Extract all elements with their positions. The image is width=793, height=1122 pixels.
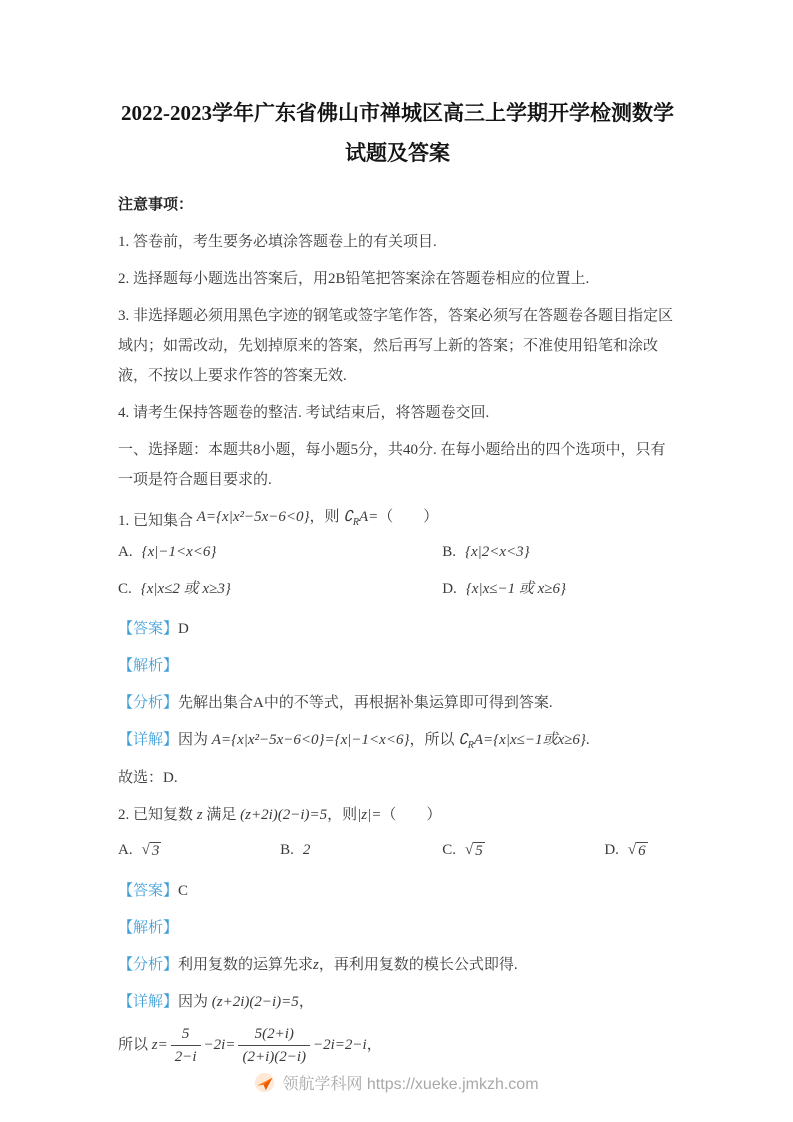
q1-analysis: 【分析】先解出集合A中的不等式，再根据补集运算即可得到答案. — [118, 694, 553, 711]
q1-option-a: A. {x|−1<x<6} — [118, 543, 217, 560]
note-item-2: 2. 选择题每小题选出答案后，用2B铅笔把答案涂在答题卷相应的位置上. — [118, 270, 590, 287]
q2-option-d: D. √ 6 — [604, 841, 646, 859]
q1-analysis-label: 【分析】 — [118, 694, 179, 711]
q2-answer-value: C — [178, 882, 189, 899]
sqrt-expression: √ 6 — [627, 841, 646, 859]
q1-options — [118, 544, 677, 598]
q2-detail-line1: 【详解】因为 (z+2i)(2−i)=5， — [118, 993, 314, 1010]
footer-site-link[interactable]: 领航学科网 https://xueke.jmkzh.com — [282, 1076, 539, 1093]
q1-detail-label: 【详解】 — [118, 731, 179, 748]
q1-answer — [118, 614, 677, 644]
q2-explain-heading: 【解析】 — [118, 919, 179, 936]
fraction: $\frac{5(2+i)}{(2+i)(2-i)}$ — [238, 1024, 310, 1068]
note-item-3: 3. 非选择题必须用黑色字迹的钢笔或签字笔作答，答案必须写在答题卷各题目指定区域内；如需改动，先划掉原来的答案，然后再写上新的答案；不准使用铅笔和涂改液，不按以上要求作答的答案无效. — [118, 307, 674, 384]
site-footer — [0, 1071, 793, 1094]
q1-answer-label: 【答案】 — [118, 620, 179, 637]
q2-option-a: A. √ 3 — [118, 841, 160, 859]
q2-analysis: 【分析】利用复数的运算先求z，再利用复数的模长公式即得. — [118, 956, 518, 973]
notes-heading: 注意事项： — [118, 196, 194, 213]
q1-detail: 【详解】因为 A={x|x²−5x−6<0}={x|−1<x<6}，所以 $∁_RA=\{x|x\le-1$或x≥6}. — [118, 731, 590, 751]
q1-stem — [118, 502, 677, 536]
q2-option-b: B. 2 — [280, 841, 311, 858]
fraction: $\frac{5}{2-i}$ — [171, 1024, 201, 1068]
document-content — [118, 94, 677, 1074]
q2-stem: 2. 已知复数 z 满足 (z+2i)(2−i)=5，则|z|=（ ） — [118, 806, 442, 823]
q2-answer — [118, 876, 677, 906]
q2-answer-label: 【答案】 — [118, 882, 179, 899]
xueke-logo-icon — [254, 1072, 275, 1093]
q1-answer-value: D — [178, 620, 189, 637]
note-item-1: 1. 答卷前，考生要务必填涂答题卷上的有关项目. — [118, 233, 437, 250]
q1-option-b: B. {x|2<x<3} — [442, 543, 530, 560]
q2-options — [118, 842, 677, 860]
q2-detail-label: 【详解】 — [118, 993, 179, 1010]
q1-complement-formula: $∁_RA=$ — [343, 508, 379, 528]
q1-conclusion: 故选：D. — [118, 769, 178, 786]
document-title: 2022-2023学年广东省佛山市禅城区高三上学期开学检测数学试题及答案 — [121, 101, 674, 165]
q1-option-d: D. {x|x≤−1 或 x≥6} — [442, 580, 566, 597]
q1-detail-complement: $∁_RA=\{x|x\le-1$或x≥6} — [458, 731, 586, 751]
q2-analysis-label: 【分析】 — [118, 956, 179, 973]
q1-stem-formula: A={x|x²−5x−6<0}，则 $∁_RA=$（ ） — [196, 508, 439, 528]
sqrt-expression: √ 5 — [464, 841, 483, 859]
q2-option-c: C. √ 5 — [442, 841, 483, 859]
note-item-4: 4. 请考生保持答题卷的整洁. 考试结束后，将答题卷交回. — [118, 404, 490, 421]
q1-explain-heading: 【解析】 — [118, 657, 179, 674]
q2-detail-line2: 所以 z= $\frac{5}{2-i}$ −2i= $\frac{5(2+i)}{(2+i)(2-i)}$ −2i=2−i， — [118, 1024, 677, 1068]
sqrt-expression: √ 3 — [141, 841, 160, 859]
section-heading: 一、选择题：本题共8小题，每小题5分，共40分. 在每小题给出的四个选项中，只有一项是符合题目要求的. — [118, 441, 666, 488]
q1-stem-text: 1. 已知集合 — [118, 512, 194, 529]
q1-option-c: C. {x|x≤2 或 x≥3} — [118, 580, 231, 597]
